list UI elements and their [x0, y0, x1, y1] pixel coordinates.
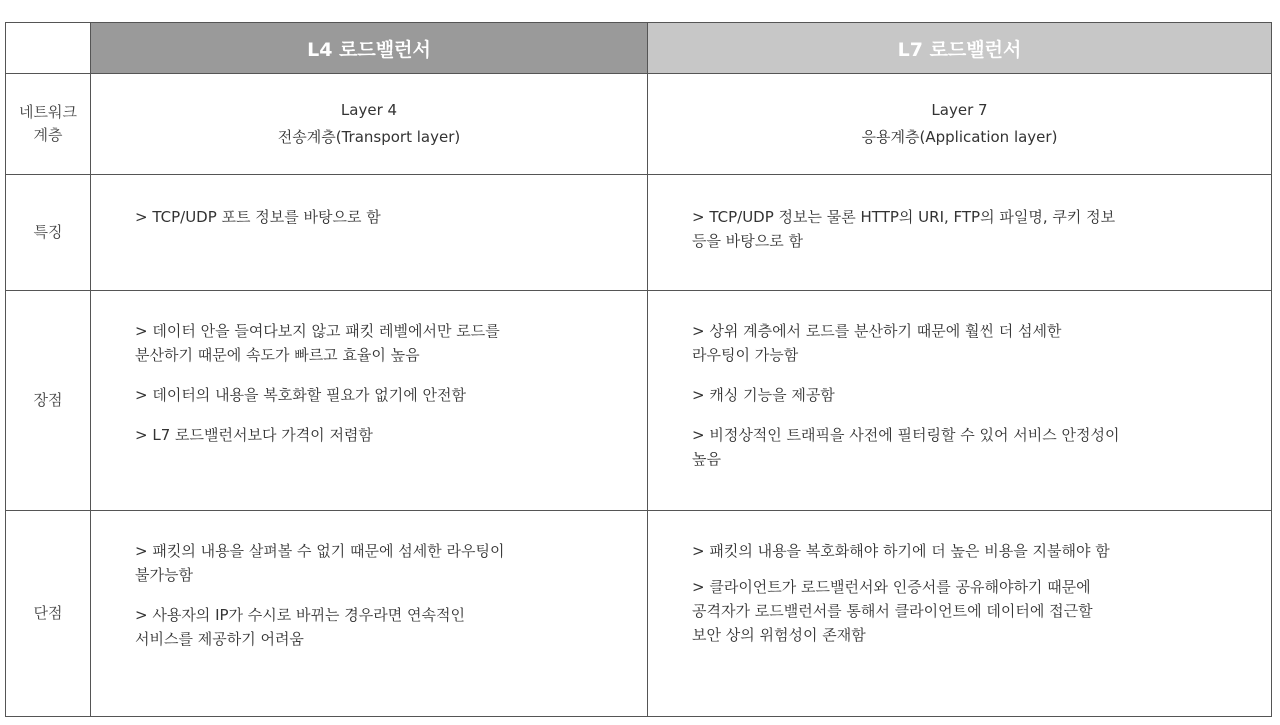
features-l7-item: > TCP/UDP 정보는 물론 HTTP의 URI, FTP의 파일명, 쿠키 정보 등을 바탕으로 함: [692, 208, 1116, 250]
corner-cell: [6, 23, 91, 74]
header-row: [6, 23, 1272, 74]
row-label-pros: 장점: [6, 291, 91, 511]
cell-layer-l4: [91, 74, 648, 175]
layer-l7-name: Layer 7: [931, 101, 988, 119]
row-cons: [6, 511, 1272, 717]
row-features: [6, 175, 1272, 291]
comparison-table: [5, 22, 1272, 717]
pros-l7-item: > 비정상적인 트래픽을 사전에 필터링할 수 있어 서비스 안정성이 높음: [692, 426, 1120, 468]
layer-l4-desc: 전송계층(Transport layer): [277, 128, 461, 146]
cell-features-l7: [648, 175, 1272, 291]
pros-l4-item: > L7 로드밸런서보다 가격이 저렴함: [135, 426, 373, 444]
pros-l4-item: > 데이터 안을 들여다보지 않고 패킷 레벨에서만 로드를 분산하기 때문에 속도가 빠르고 효율이 높음: [135, 322, 500, 364]
cell-pros-l7: [648, 291, 1272, 511]
cons-l4-item: > 패킷의 내용을 살펴볼 수 없기 때문에 섬세한 라우팅이 불가능함: [135, 542, 505, 584]
pros-l4-item: > 데이터의 내용을 복호화할 필요가 없기에 안전함: [135, 386, 466, 404]
header-l4: L4 로드밸런서: [91, 23, 648, 74]
row-label-layer-text: 네트워크 계층: [19, 103, 77, 144]
row-pros: [6, 291, 1272, 511]
row-layer: [6, 74, 1272, 175]
cons-l7-item: > 클라이언트가 로드밸런서와 인증서를 공유해야하기 때문에 공격자가 로드밸런서를 통해서 클라이언트에 데이터에 접근할 보안 상의 위험성이 존재함: [692, 578, 1093, 644]
cell-layer-l7: [648, 74, 1272, 175]
row-label-layer: [6, 74, 91, 175]
cell-cons-l4: [91, 511, 648, 717]
layer-l4-name: Layer 4: [340, 101, 398, 119]
cons-l7-item: > 패킷의 내용을 복호화해야 하기에 더 높은 비용을 지불해야 함: [692, 542, 1110, 560]
cell-pros-l4: [91, 291, 648, 511]
row-label-cons: 단점: [6, 511, 91, 717]
cell-features-l4: [91, 175, 648, 291]
pros-l7-item: > 상위 계층에서 로드를 분산하기 때문에 훨씬 더 섬세한 라우팅이 가능함: [692, 322, 1062, 364]
layer-l7-desc: 응용계층(Application layer): [861, 128, 1058, 146]
row-label-features: 특징: [6, 175, 91, 291]
features-l4-item: > TCP/UDP 포트 정보를 바탕으로 함: [135, 208, 381, 226]
header-l7: L7 로드밸런서: [648, 23, 1272, 74]
cons-l4-item: > 사용자의 IP가 수시로 바뀌는 경우라면 연속적인 서비스를 제공하기 어려움: [135, 606, 465, 648]
cell-cons-l7: [648, 511, 1272, 717]
pros-l7-item: > 캐싱 기능을 제공함: [692, 386, 835, 404]
